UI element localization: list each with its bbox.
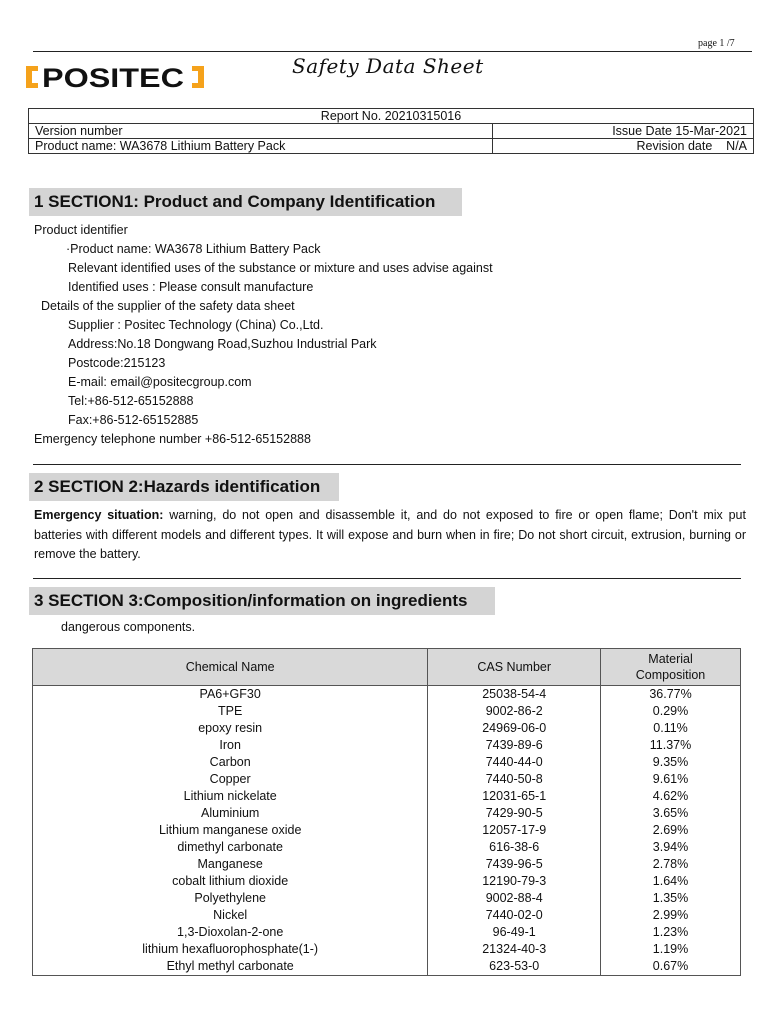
table-row bbox=[33, 754, 741, 771]
chemical-name-cell: Manganese bbox=[33, 856, 428, 873]
chemical-name-cell: Polyethylene bbox=[33, 890, 428, 907]
cas-number-cell: 7439-89-6 bbox=[428, 737, 601, 754]
cas-number-cell: 24969-06-0 bbox=[428, 720, 601, 737]
table-row bbox=[33, 686, 741, 704]
section-divider bbox=[33, 578, 741, 579]
chemical-name-cell: Iron bbox=[33, 737, 428, 754]
s1-line: ·Product name: WA3678 Lithium Battery Pack bbox=[66, 242, 321, 256]
composition-cell: 0.29% bbox=[601, 703, 741, 720]
composition-cell: 0.11% bbox=[601, 720, 741, 737]
composition-cell: 9.35% bbox=[601, 754, 741, 771]
table-row bbox=[33, 822, 741, 839]
chemical-name-cell: 1,3-Dioxolan-2-one bbox=[33, 924, 428, 941]
cas-number-cell: 7440-44-0 bbox=[428, 754, 601, 771]
section3-intro: dangerous components. bbox=[61, 620, 196, 634]
cas-number-cell: 9002-88-4 bbox=[428, 890, 601, 907]
table-row bbox=[33, 720, 741, 737]
cas-number-cell: 9002-86-2 bbox=[428, 703, 601, 720]
cas-number-cell: 21324-40-3 bbox=[428, 941, 601, 958]
logo-text: POSITEC bbox=[42, 64, 184, 90]
table-row bbox=[33, 856, 741, 873]
composition-cell: 1.19% bbox=[601, 941, 741, 958]
composition-table bbox=[32, 648, 741, 976]
logo-bracket-right bbox=[192, 66, 204, 88]
composition-cell: 11.37% bbox=[601, 737, 741, 754]
composition-cell: 3.65% bbox=[601, 805, 741, 822]
composition-table-body bbox=[33, 686, 741, 976]
chemical-name-cell: Ethyl methyl carbonate bbox=[33, 958, 428, 976]
section1-heading: 1 SECTION1: Product and Company Identification bbox=[29, 188, 462, 216]
s1-line: E-mail: email@positecgroup.com bbox=[68, 375, 252, 389]
s1-line: Postcode:215123 bbox=[68, 356, 166, 370]
chemical-name-cell: Lithium nickelate bbox=[33, 788, 428, 805]
top-rule bbox=[33, 51, 752, 52]
table-row bbox=[33, 873, 741, 890]
positec-logo bbox=[26, 64, 211, 90]
s1-line: Emergency telephone number +86-512-65152888 bbox=[34, 432, 311, 446]
s1-line: Product identifier bbox=[34, 223, 128, 237]
s1-line: Fax:+86-512-65152885 bbox=[68, 413, 199, 427]
cas-number-cell: 7440-02-0 bbox=[428, 907, 601, 924]
table-row bbox=[33, 941, 741, 958]
chemical-name-cell: TPE bbox=[33, 703, 428, 720]
composition-cell: 9.61% bbox=[601, 771, 741, 788]
section3-heading: 3 SECTION 3:Composition/information on ingredients bbox=[29, 587, 495, 615]
table-row bbox=[33, 703, 741, 720]
cas-number-cell: 7439-96-5 bbox=[428, 856, 601, 873]
composition-cell: 3.94% bbox=[601, 839, 741, 856]
composition-cell: 1.64% bbox=[601, 873, 741, 890]
cas-number-cell: 12057-17-9 bbox=[428, 822, 601, 839]
s1-line: Address:No.18 Dongwang Road,Suzhou Industrial Park bbox=[68, 337, 377, 351]
composition-cell: 2.78% bbox=[601, 856, 741, 873]
emergency-situation-paragraph bbox=[34, 506, 746, 565]
table-row bbox=[33, 924, 741, 941]
table-row bbox=[33, 805, 741, 822]
composition-cell: 1.23% bbox=[601, 924, 741, 941]
cas-number-cell: 96-49-1 bbox=[428, 924, 601, 941]
chemical-name-cell: Lithium manganese oxide bbox=[33, 822, 428, 839]
composition-cell: 4.62% bbox=[601, 788, 741, 805]
chemical-name-cell: Nickel bbox=[33, 907, 428, 924]
emergency-situation-label: Emergency situation: bbox=[34, 508, 164, 522]
logo-bracket-left bbox=[26, 66, 38, 88]
composition-cell: 2.69% bbox=[601, 822, 741, 839]
composition-cell: 2.99% bbox=[601, 907, 741, 924]
column-header-material-composition: Material Composition bbox=[601, 649, 741, 686]
revision-date: Revision date N/A bbox=[493, 139, 754, 154]
issue-date: Issue Date 15-Mar-2021 bbox=[493, 124, 754, 139]
composition-cell: 0.67% bbox=[601, 958, 741, 976]
table-row bbox=[33, 771, 741, 788]
cas-number-cell: 623-53-0 bbox=[428, 958, 601, 976]
s1-line: Tel:+86-512-65152888 bbox=[68, 394, 194, 408]
table-row bbox=[33, 890, 741, 907]
cas-number-cell: 616-38-6 bbox=[428, 839, 601, 856]
table-row bbox=[33, 737, 741, 754]
s1-line: Relevant identified uses of the substance or mixture and uses advise against bbox=[68, 261, 493, 275]
s1-line: Supplier : Positec Technology (China) Co.,Ltd. bbox=[68, 318, 324, 332]
chemical-name-cell: Aluminium bbox=[33, 805, 428, 822]
chemical-name-cell: epoxy resin bbox=[33, 720, 428, 737]
report-number: Report No. 20210315016 bbox=[29, 109, 754, 124]
cas-number-cell: 25038-54-4 bbox=[428, 686, 601, 704]
chemical-name-cell: PA6+GF30 bbox=[33, 686, 428, 704]
composition-cell: 36.77% bbox=[601, 686, 741, 704]
section2-heading: 2 SECTION 2:Hazards identification bbox=[29, 473, 339, 501]
chemical-name-cell: Carbon bbox=[33, 754, 428, 771]
cas-number-cell: 7440-50-8 bbox=[428, 771, 601, 788]
table-row bbox=[33, 788, 741, 805]
section-divider bbox=[33, 464, 741, 465]
report-info-table bbox=[28, 108, 754, 154]
chemical-name-cell: cobalt lithium dioxide bbox=[33, 873, 428, 890]
document-title: Safety Data Sheet bbox=[292, 54, 484, 78]
column-header-cas-number: CAS Number bbox=[428, 649, 601, 686]
cas-number-cell: 12031-65-1 bbox=[428, 788, 601, 805]
column-header-chemical-name: Chemical Name bbox=[33, 649, 428, 686]
s1-line: Identified uses : Please consult manufacture bbox=[68, 280, 314, 294]
chemical-name-cell: Copper bbox=[33, 771, 428, 788]
chemical-name-cell: lithium hexafluorophosphate(1-) bbox=[33, 941, 428, 958]
cas-number-cell: 7429-90-5 bbox=[428, 805, 601, 822]
table-row bbox=[33, 907, 741, 924]
emergency-situation-text: warning, do not open and disassemble it, and do not exposed to fire or open flame; Don't mix put batteries with different models and different types. It will expose and burn when in fire; Do not short circuit, extrusion, burning or remove the battery. bbox=[34, 508, 746, 561]
table-row bbox=[33, 958, 741, 976]
s1-line: Details of the supplier of the safety data sheet bbox=[41, 299, 295, 313]
chemical-name-cell: dimethyl carbonate bbox=[33, 839, 428, 856]
cas-number-cell: 12190-79-3 bbox=[428, 873, 601, 890]
product-name: Product name: WA3678 Lithium Battery Pack bbox=[29, 139, 493, 154]
composition-cell: 1.35% bbox=[601, 890, 741, 907]
page-number: page 1 /7 bbox=[698, 38, 735, 49]
table-row bbox=[33, 839, 741, 856]
version-number: Version number bbox=[29, 124, 493, 139]
